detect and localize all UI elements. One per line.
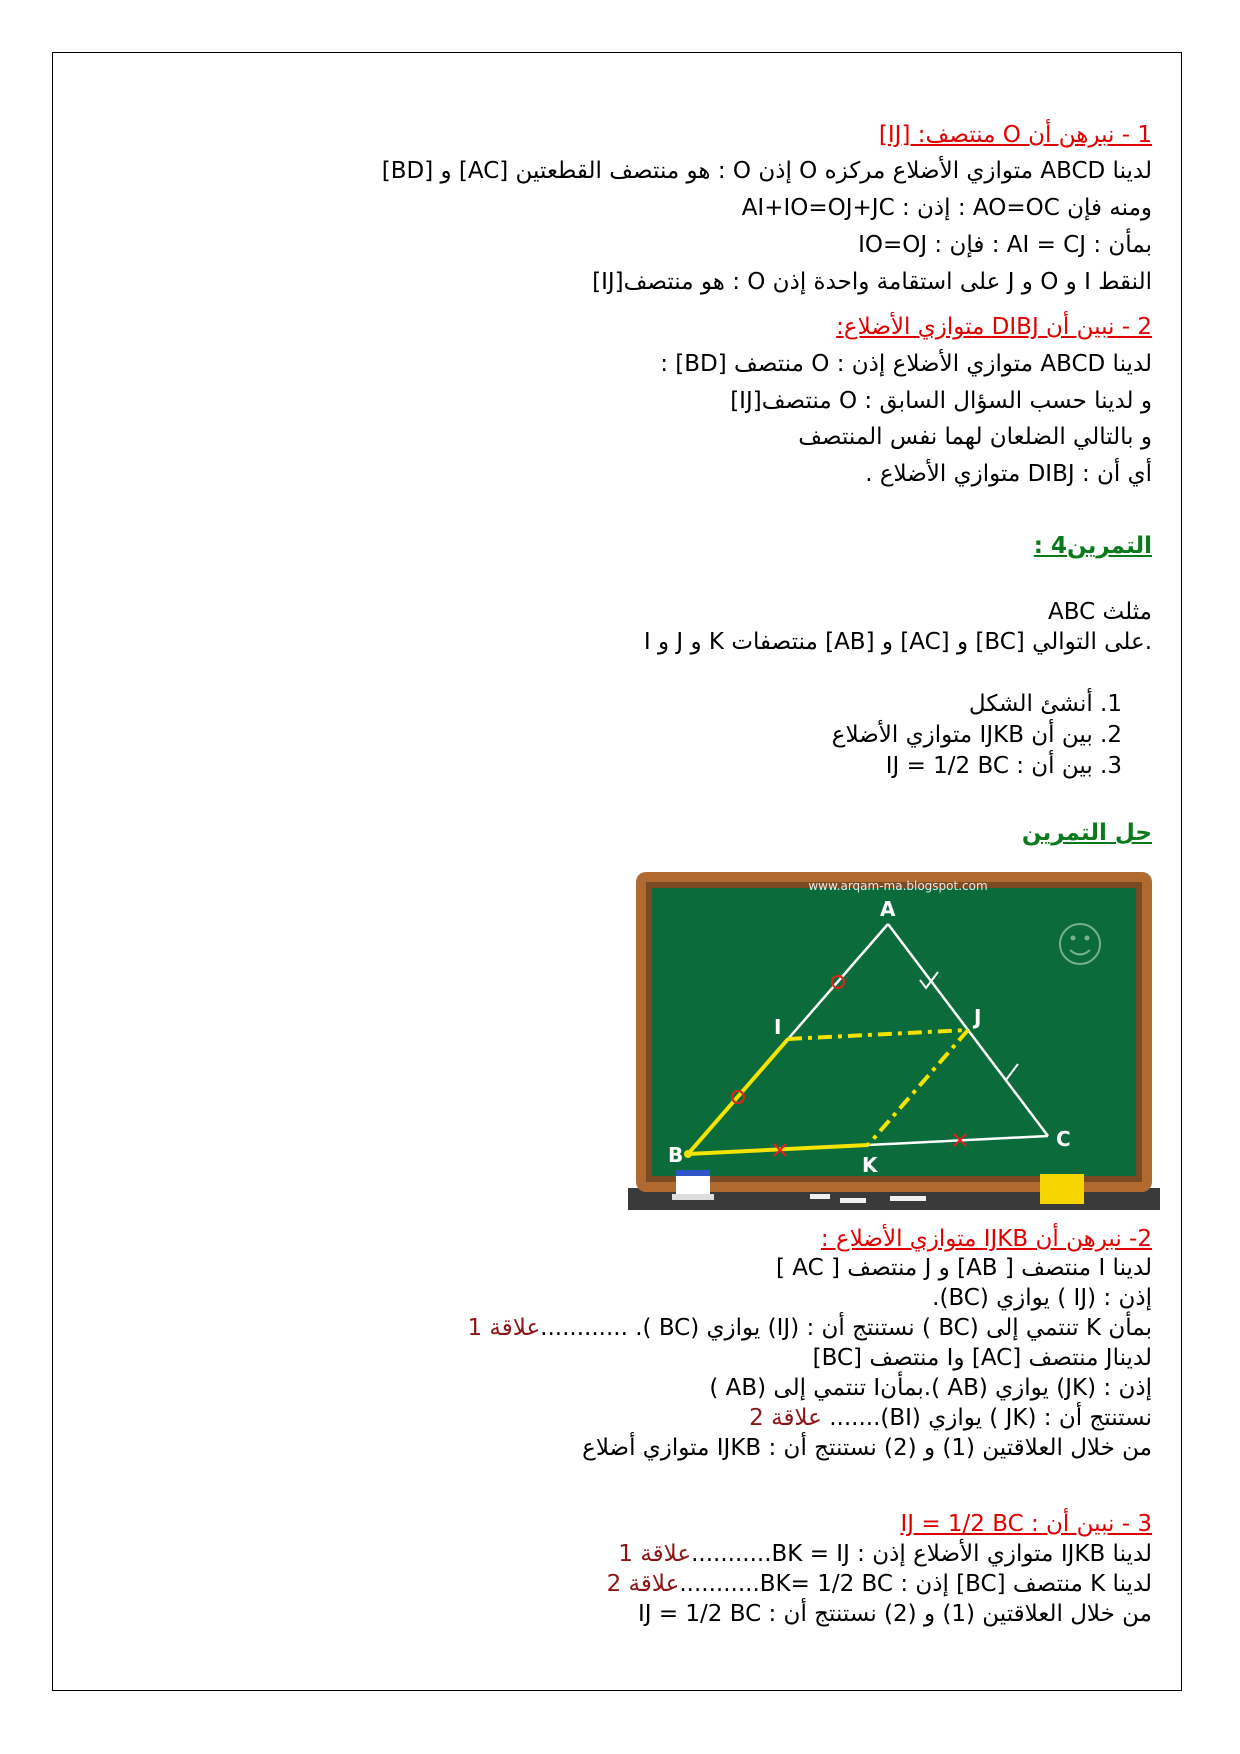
proof3-line-1-text: لدينا IJKB متوازي الأضلاع إذن : BK = IJ...........: [691, 1541, 1152, 1567]
label-B: B: [668, 1143, 684, 1167]
exercise4-statement-2: I و J و K منتصفات [AB] و [AC] و [BC] على التوالي.: [643, 629, 1152, 655]
proof2-line-6-text: نستنتج أن : (JK ) يوازي (BI).......: [821, 1405, 1152, 1431]
part2-line-2: و لدينا حسب السؤال السابق : O منتصف[IJ]: [730, 388, 1152, 414]
watermark: www.arqam-ma.blogspot.com: [808, 879, 988, 893]
label-I: I: [774, 1015, 782, 1039]
relation-1b: علاقة 1: [618, 1541, 692, 1567]
proof3-line-3: من خلال العلاقتين (1) و (2) نستنتج أن : IJ = 1/2 BC: [637, 1601, 1152, 1627]
relation-2: علاقة 2: [749, 1405, 822, 1431]
label-K: K: [862, 1153, 878, 1177]
part2-line-4: أي أن : DIBJ متوازي الأضلاع .: [865, 461, 1152, 487]
solution-title: حل التمرين: [1021, 820, 1152, 846]
board-eraser: [672, 1170, 714, 1200]
part1-line-2: ومنه فإن AO=OC : إذن : AI+IO=OJ+JC: [741, 195, 1152, 221]
proof2-title: 2- نبرهن أن IJKB متوازي الأضلاع :: [820, 1226, 1152, 1252]
label-C: C: [1056, 1127, 1071, 1151]
part2-title: 2 - نبين أن DIBJ متوازي الأضلاع:: [836, 314, 1152, 340]
proof3-title: 3 - نبين أن : IJ = 1/2 BC: [900, 1511, 1152, 1537]
label-J: J: [974, 1005, 982, 1029]
proof2-line-2: إذن : (IJ ) يوازي (BC).: [932, 1285, 1152, 1311]
proof2-line-3: [467, 1313, 1152, 1343]
proof2-line-1: لدينا I منتصف [ AB] و J منتصف [ AC ]: [776, 1255, 1152, 1281]
proof3-line-2-text: لدينا K منتصف [BC] إذن : BK= 1/2 BC...........: [679, 1571, 1152, 1597]
exercise4-question-2: 2. بين أن IJKB متوازي الأضلاع: [831, 722, 1122, 748]
label-A: A: [880, 897, 896, 921]
relation-1: علاقة 1: [467, 1315, 541, 1341]
part1-title: 1 - نبرهن أن O منتصف: [IJ]: [878, 122, 1152, 148]
part1-line-3: بمأن : AI = CJ : فإن : IO=OJ: [858, 232, 1152, 258]
proof2-line-3-text: بمأن K تنتمي إلى (BC ) نستنتج أن : (IJ) يوازي (BC ). ............: [540, 1315, 1152, 1341]
exercise4-question-1: 1. أنشئ الشكل: [968, 691, 1122, 717]
part2-line-1: لدينا ABCD متوازي الأضلاع إذن : O منتصف [BD] :: [660, 351, 1152, 377]
exercise4-statement-1: ABC مثلث: [1048, 599, 1152, 625]
part2-line-3: و بالتالي الضلعان لهما نفس المنتصف: [798, 424, 1152, 450]
relation-2b: علاقة 2: [606, 1571, 680, 1597]
proof3-line-1: [618, 1539, 1152, 1569]
proof2-line-6: [749, 1403, 1152, 1433]
proof3-line-2: [607, 1569, 1152, 1599]
proof2-line-7: من خلال العلاقتين (1) و (2) نستنتج أن : IJKB متوازي أضلاع: [582, 1435, 1152, 1461]
part1-line-4: النقط I و O و J على استقامة واحدة إذن O : هو منتصف[IJ]: [592, 269, 1152, 295]
exercise4-question-3: 3. بين أن : IJ = 1/2 BC: [885, 753, 1122, 779]
sponge: [1040, 1174, 1084, 1204]
proof2-line-4: لديناJ منتصف [AC] وI منتصف [BC]: [812, 1345, 1152, 1371]
chalk-piece: [810, 1194, 830, 1199]
part1-line-1: لدينا ABCD متوازي الأضلاع مركزه O إذن O : هو منتصف القطعتين [AC] و [BD]: [381, 158, 1152, 184]
chalkboard-figure: [628, 872, 1160, 1220]
proof2-line-5: إذن : (JK) يوازي (AB ).بمأنI تنتمي إلى (AB ): [709, 1375, 1152, 1401]
exercise4-title: التمرين4 :: [1033, 533, 1152, 559]
